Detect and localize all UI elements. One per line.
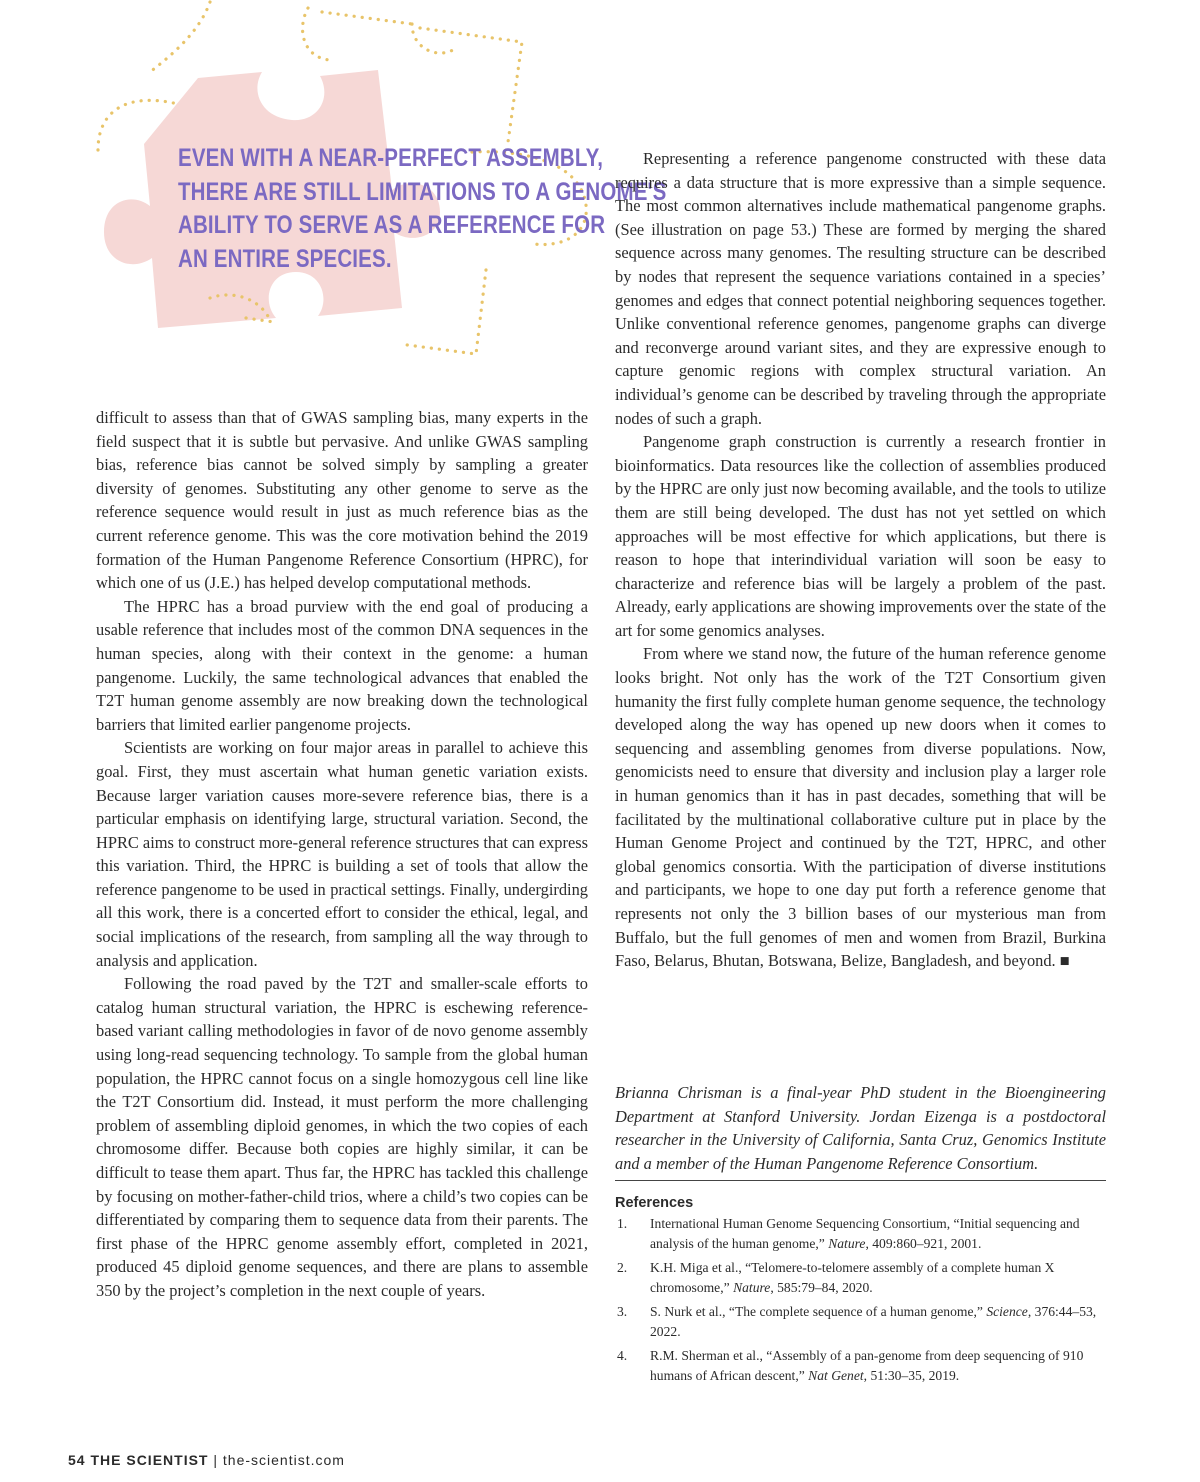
pull-quote-line: EVEN WITH A NEAR-PERFECT ASSEMBLY, xyxy=(178,144,604,172)
reference-tail: , 585:79–84, 2020. xyxy=(770,1279,873,1295)
reference-journal: Nat Genet xyxy=(808,1367,864,1383)
reference-text: R.M. Sherman et al., “Assembly of a pan-genome from deep sequencing of 910 humans of African descent,” xyxy=(650,1348,1084,1383)
page-footer xyxy=(68,1452,345,1468)
author-bio: Brianna Chrisman is a final-year PhD student in the Bioengineering Department at Stanford University. Jordan Eizenga is a postdoctoral researcher in the University of California, Santa Cruz, Genomics Institute and a member of the Human Pangenome Reference Consortium. xyxy=(615,1083,1106,1173)
body-paragraph: Representing a reference pangenome constructed with these data requires a data structure that is more expressive than a simple sequence. The most common alternatives include mathematical pangenome graphs. (See illustration on page 53.) These are formed by merging the shared sequence across many genomes. The resulting structure can be described by nodes that represent the sequence variations contained in a species’ genomes and edges that connect potential neighboring sequences together. Unlike conventional reference genomes, pangenome graphs can diverge and reconverge around variant sites, and they are expressive enough to capture genomic regions with complex structural variation. An individual’s genome can be described by traveling through the appropriate nodes of such a graph. xyxy=(615,149,1106,428)
pull-quote-line: ABILITY TO SERVE AS A REFERENCE FOR xyxy=(178,211,606,239)
references-list xyxy=(615,1214,1106,1390)
reference-item xyxy=(615,1346,1106,1385)
reference-number: 1. xyxy=(617,1216,628,1231)
reference-journal: Nature xyxy=(733,1279,771,1295)
pull-quote-line: AN ENTIRE SPECIES. xyxy=(178,244,392,273)
reference-journal: Nature xyxy=(828,1235,866,1251)
reference-text: International Human Genome Sequencing Consortium, “Initial sequencing and analysis of the human genome,” xyxy=(650,1216,1080,1251)
reference-text: K.H. Miga et al., “Telomere-to-telomere assembly of a complete human X chromosome,” xyxy=(650,1260,1055,1295)
pull-quote xyxy=(178,142,667,276)
reference-tail: , 376:44–53, 2022. xyxy=(650,1304,1097,1339)
body-paragraph: From where we stand now, the future of the human reference genome looks bright. Not only has the work of the T2T Consortium given humanity the first fully complete human genome sequence, the technology developed along the way has opened up new doors when it comes to sequencing and assembling genomes from diverse populations. Now, genomicists need to ensure that diversity and inclusion play a larger role in human genomics than it has in past decades, something that will be facilitated by the multinational collaborative culture put in place by the Human Genome Project and continued by the T2T, HPRC, and other global genomics consortia. With the participation of diverse institutions and participants, we hope to one day put forth a reference genome that represents not only the 3 billion bases of our mysterious man from Buffalo, but the full genomes of men and women from Brazil, Burkina Faso, Belarus, Bhutan, Botswana, Belize, Bangladesh, and beyond. ■ xyxy=(615,644,1106,971)
reference-tail: , 409:860–921, 2001. xyxy=(865,1235,982,1251)
pull-quote-line: THERE ARE STILL LIMITATIONS TO A GENOME'S xyxy=(178,177,667,206)
publication-name: THE SCIENTIST xyxy=(90,1452,209,1468)
reference-tail: , 51:30–35, 2019. xyxy=(863,1367,960,1383)
footer-separator: | xyxy=(213,1452,219,1468)
reference-item xyxy=(615,1258,1106,1297)
divider xyxy=(615,1180,1106,1181)
left-column xyxy=(96,406,588,1303)
body-paragraph: Pangenome graph construction is currently a research frontier in bioinformatics. Data resources like the collection of assemblies produced by the HPRC are only just now becoming available, and the tools to utilize them are still being developed. The dust has not yet settled on which approaches will be most effective for which applications, but there is reason to hope that interindividual variation will soon be easy to characterize and reference bias will be largely a problem of the past. Already, early applications are showing improvements over the state of the art for some genomics analyses. xyxy=(615,432,1106,640)
body-paragraph: Scientists are working on four major areas in parallel to achieve this goal. First, they must ascertain what human genetic variation exists. Because larger variation causes more-severe reference bias, there is a particular emphasis on identifying large, structural variation. Second, the HPRC aims to construct more-general reference structures that can express this variation. Third, the HPRC is building a set of tools that allow the reference pangenome to be used in practical settings. Finally, undergirding all this work, there is a concerted effort to consider the ethical, legal, and social implications of the research, from sampling all the way through to analysis and application. xyxy=(96,738,588,970)
body-paragraph: Following the road paved by the T2T and smaller-scale efforts to catalog human structural variation, the HPRC is eschewing reference-based variant calling methodologies in favor of de novo genome assembly using long-read sequencing technology. To sample from the global human population, the HPRC cannot focus on a single homozygous cell line like the T2T Consortium did. Instead, it must perform the more challenging problem of assembling diploid genomes, in which the two copies of each chromosome differ. Because both copies are highly similar, it can be difficult to tease them apart. Thus far, the HPRC has tackled this challenge by focusing on mother-father-child trios, where a child’s two copies can be differentiated by comparing them to sequence data from their parents. The first phase of the HPRC genome assembly effort, completed in 2021, produced 45 diploid genome sequences, and there are plans to assemble 350 by the project’s completion in the next couple of years. xyxy=(96,974,588,1300)
reference-journal: Science xyxy=(986,1304,1028,1319)
body-paragraph: difficult to assess than that of GWAS sampling bias, many experts in the field suspect that it is subtle but pervasive. And unlike GWAS sampling bias, reference bias cannot be solved simply by sampling a greater diversity of genomes. Substituting any other genome to serve as the reference sequence would result in just as much reference bias as the current reference genome. This was the core motivation behind the 2019 formation of the Human Pangenome Reference Consortium (HPRC), for which one of us (J.E.) has helped develop computational methods. xyxy=(96,408,588,593)
page-number: 54 xyxy=(68,1452,86,1468)
reference-number: 3. xyxy=(617,1304,628,1319)
references-heading: References xyxy=(615,1195,694,1211)
reference-text: S. Nurk et al., “The complete sequence of a human genome,” xyxy=(650,1304,987,1319)
reference-number: 4. xyxy=(617,1348,628,1363)
right-column xyxy=(615,147,1106,973)
reference-item xyxy=(615,1214,1106,1253)
body-paragraph: The HPRC has a broad purview with the end goal of producing a usable reference that includes most of the common DNA sequences in the human species, along with their context in the genome: a human pangenome. Luckily, the same technological advances that enabled the T2T human genome assembly are now breaking down the technological barriers that limited earlier pangenome projects. xyxy=(96,596,588,734)
reference-item xyxy=(615,1302,1106,1341)
reference-number: 2. xyxy=(617,1260,628,1275)
website-url: the-scientist.com xyxy=(222,1452,345,1468)
